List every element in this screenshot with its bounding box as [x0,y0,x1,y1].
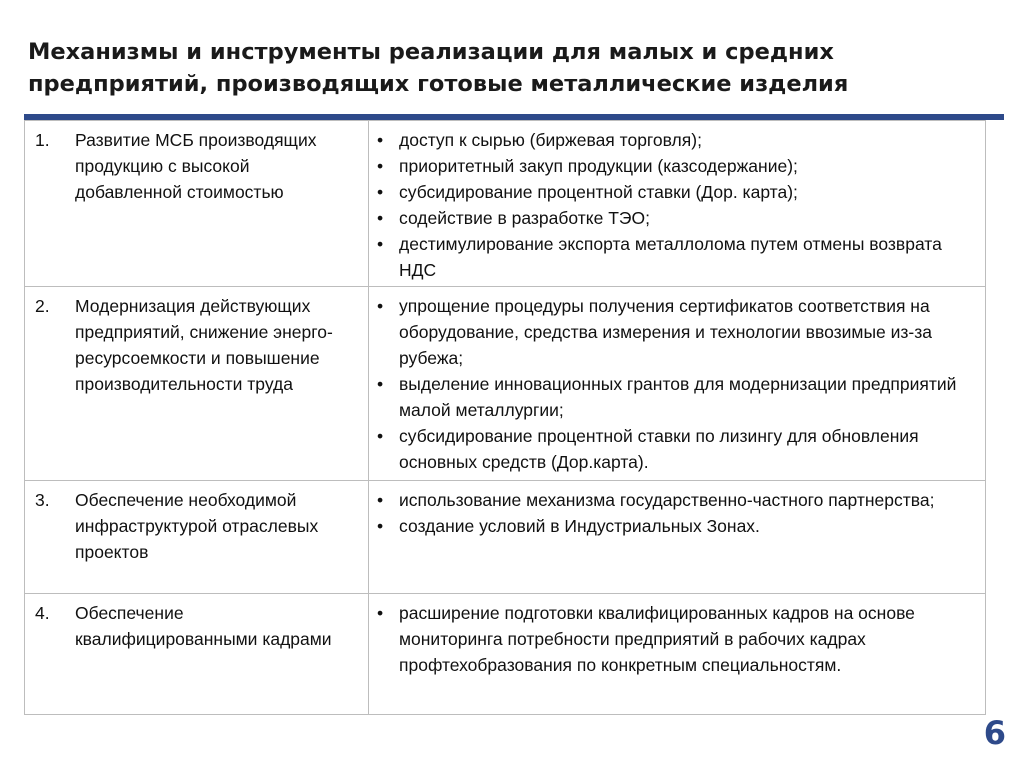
bullet-icon: • [377,296,384,316]
row-measures-cell [369,287,986,481]
row-number: 4. [35,603,50,623]
row-number: 2. [35,296,50,316]
bullet-icon: • [377,490,384,510]
bullet-icon: • [377,208,384,228]
bullet-icon: • [377,130,384,150]
row-number: 3. [35,490,50,510]
measures-list [369,121,985,283]
row-measures-cell [369,121,986,287]
table-row [25,121,986,287]
list-item: • субсидирование процентной ставки (Дор. карта); [377,179,977,205]
row-label: Модернизация действующих предприятий, снижение энерго-ресурсоемкости и повышение производительности труда [75,296,333,394]
list-item: • использование механизма государственно-частного партнерства; [377,487,977,513]
list-item: • приоритетный закуп продукции (казсодержание); [377,153,977,179]
list-item: • выделение инновационных грантов для модернизации предприятий малой металлургии; [377,371,977,423]
list-item: • упрощение процедуры получения сертификатов соответствия на оборудование, средства измерения и технологии ввозимые из-за рубежа; [377,293,977,371]
bullet-icon: • [377,516,384,536]
page-number: 6 [983,714,1006,752]
row-label-cell [25,594,369,715]
row-label: Обеспечение квалифицированными кадрами [75,603,332,649]
list-item: • создание условий в Индустриальных Зонах. [377,513,977,539]
bullet-icon: • [377,426,384,446]
row-measures-cell [369,481,986,594]
row-label: Обеспечение необходимой инфраструктурой отраслевых проектов [75,490,319,562]
bullet-icon: • [377,182,384,202]
list-item: • содействие в разработке ТЭО; [377,205,977,231]
list-item: • расширение подготовки квалифицированных кадров на основе мониторинга потребности предприятий в рабочих кадрах профтехобразования по конкретным специальностям. [377,600,977,678]
measures-list [369,287,985,475]
bullet-icon: • [377,374,384,394]
list-item: • субсидирование процентной ставки по лизингу для обновления основных средств (Дор.карта). [377,423,977,475]
measures-list [369,594,985,678]
table-row [25,594,986,715]
bullet-icon: • [377,156,384,176]
row-label-cell [25,287,369,481]
list-item: • дестимулирование экспорта металлолома путем отмены возврата НДС [377,231,977,283]
mechanisms-table [24,120,986,715]
bullet-icon: • [377,234,384,254]
bullet-icon: • [377,603,384,623]
slide-title: Механизмы и инструменты реализации для малых и средних предприятий, производящих готовые металлические изделия [28,39,849,97]
row-number: 1. [35,130,50,150]
table-row [25,287,986,481]
row-measures-cell [369,594,986,715]
table-row [25,481,986,594]
measures-list [369,481,985,539]
row-label-cell [25,121,369,287]
row-label-cell [25,481,369,594]
list-item: • доступ к сырью (биржевая торговля); [377,127,977,153]
row-label: Развитие МСБ производящих продукцию с высокой добавленной стоимостью [75,130,317,202]
